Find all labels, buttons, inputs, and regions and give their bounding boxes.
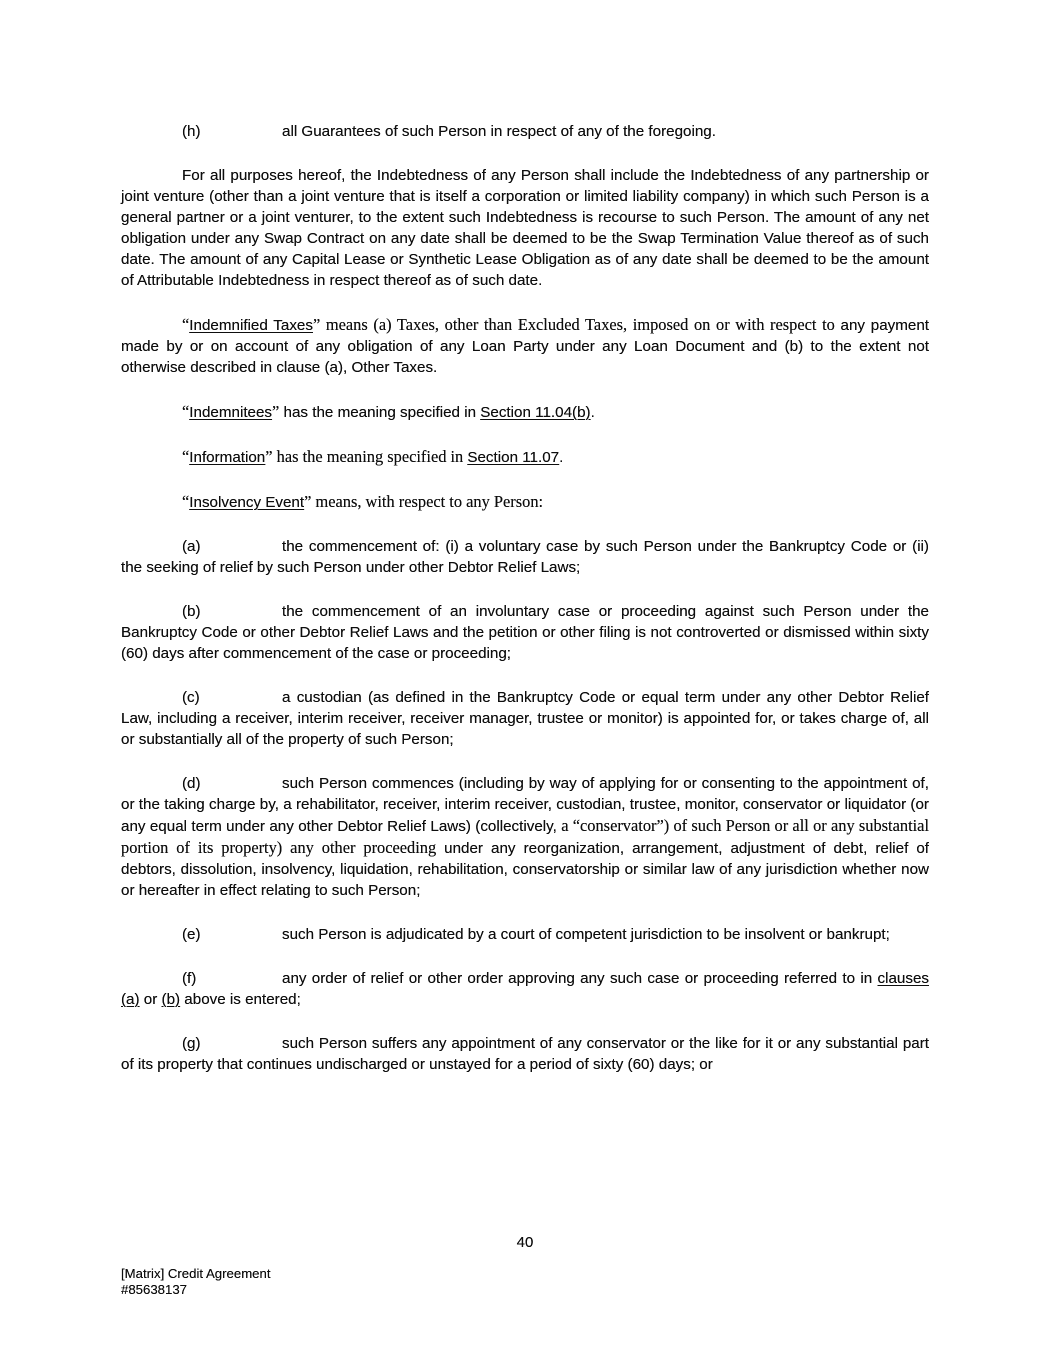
open-quote: “: [182, 447, 190, 466]
clause-b-text: the commencement of an involuntary case or proceeding against such Person under the Bankruptcy Code or other Debtor Relief Laws and the petition or other filing is not controverted or dismissed within sixty (60) days after commencement of the case or proceeding;: [121, 603, 929, 662]
definition-insolvency-event: [121, 491, 929, 513]
paragraph-indebtedness: [121, 165, 929, 291]
clause-h-text: all Guarantees of such Person in respect of any of the foregoing.: [282, 123, 716, 140]
page-number: 40: [516, 1234, 534, 1251]
clause-f-text-1: any order of relief or other order approving any such case or proceeding referred to in: [282, 970, 878, 987]
open-quote: “: [182, 402, 190, 421]
clause-a-label: (a): [182, 538, 201, 555]
close-quote: ”: [272, 402, 280, 421]
clause-d-text-1: such Person commences (including by way of applying for or consenting to the appointment of, or the taking charge by, a rehabilitator, receiver, interim receiver, custodian, trustee, monitor, conservator or liquidator (or any equal term under any other Debtor Relief Laws) (collectively,: [121, 775, 929, 835]
clause-g: [121, 1033, 929, 1075]
term-insolvency-event: Insolvency Event: [189, 494, 305, 511]
clause-h-label: (h): [182, 123, 201, 140]
clause-f-mid: or: [139, 991, 162, 1008]
clause-h: [121, 121, 929, 142]
clause-f: [121, 968, 929, 1010]
clause-e-label: (e): [182, 926, 201, 943]
clause-e: [121, 924, 929, 945]
definition-lead: means (a) Taxes, other than Excluded Taxes, imposed on or with respect to: [320, 315, 841, 334]
definition-end: .: [590, 404, 595, 421]
clause-f-ref-b: (b): [161, 991, 181, 1008]
clause-d-serif-run: a “conservator”) of such Person or all or any substantial portion of its property) any other proceeding: [121, 816, 929, 857]
clause-g-label: (g): [182, 1035, 201, 1052]
footer-doc-number: #85638137: [121, 1282, 188, 1297]
clause-d-label: (d): [182, 775, 201, 792]
clause-c: [121, 687, 929, 750]
clause-g-text: such Person suffers any appointment of any conservator or the like for it or any substantial part of its property that continues undischarged or unstayed for a period of sixty (60) days; or: [121, 1035, 929, 1073]
term-indemnitees: Indemnitees: [189, 404, 273, 421]
open-quote: “: [182, 492, 190, 511]
clause-c-label: (c): [182, 689, 200, 706]
section-reference: Section 11.04(b): [480, 404, 591, 421]
term-information: Information: [189, 449, 266, 466]
paragraph-indebtedness-text: For all purposes hereof, the Indebtedness of any Person shall include the Indebtedness of any partnership or joint venture (other than a joint venture that is itself a corporation or limited liability company) in which such Person is a general partner or a joint venturer, to the extent such Indebtedness is recourse to such Person. The amount of any net obligation under any Swap Contract on any date shall be deemed to be the Swap Termination Value thereof as of such date. The amount of any Capital Lease or Synthetic Lease Obligation as of any date shall be deemed to be the amount of Attributable Indebtedness in respect thereof as of such date.: [121, 167, 929, 289]
clause-b: [121, 601, 929, 664]
clause-f-ref-a: clauses (a): [121, 970, 929, 1008]
open-quote: “: [182, 315, 190, 334]
clause-a: [121, 536, 929, 578]
close-quote: ”: [265, 447, 273, 466]
definition-indemnitees: [121, 401, 929, 423]
clause-d: [121, 773, 929, 901]
definition-indemnified-taxes: [121, 314, 929, 378]
close-quote: ”: [312, 315, 321, 334]
definition-rest: means, with respect to any Person:: [311, 492, 544, 511]
definition-mid: has the meaning specified in: [279, 404, 481, 421]
close-quote: ”: [304, 492, 312, 511]
clause-e-text: such Person is adjudicated by a court of competent jurisdiction to be insolvent or bankrupt;: [282, 926, 890, 943]
definition-end: .: [559, 449, 564, 466]
clause-a-text: the commencement of: (i) a voluntary case by such Person under the Bankruptcy Code or (ii) the seeking of relief by such Person under other Debtor Relief Laws;: [121, 538, 929, 576]
term-indemnified-taxes: Indemnified Taxes: [189, 317, 313, 334]
clause-f-label: (f): [182, 970, 197, 987]
clause-d-text-2: under any reorganization, arrangement, adjustment of debt, relief of debtors, dissolution, insolvency, liquidation, rehabilitation, conservatorship or similar law of any jurisdiction whether now or hereafter in effect relating to such Person;: [121, 840, 929, 899]
definition-rest: any payment made by or on account of any obligation of any Loan Party under any Loan Document and (b) to the extent not otherwise described in clause (a), Other Taxes.: [121, 317, 929, 376]
clause-f-end: above is entered;: [180, 991, 301, 1008]
clause-c-text: a custodian (as defined in the Bankruptcy Code or equal term under any other Debtor Relief Law, including a receiver, interim receiver, receiver manager, trustee or monitor) is appointed for, or takes charge of, all or substantially all of the property of such Person;: [121, 689, 929, 748]
clause-b-label: (b): [182, 603, 201, 620]
document-footer: [121, 1266, 271, 1298]
definition-mid: has the meaning specified in: [272, 447, 468, 466]
section-reference: Section 11.07: [467, 449, 560, 466]
footer-doc-label: [Matrix] Credit Agreement: [121, 1266, 271, 1281]
definition-information: [121, 446, 929, 468]
document-body: [121, 121, 929, 1098]
